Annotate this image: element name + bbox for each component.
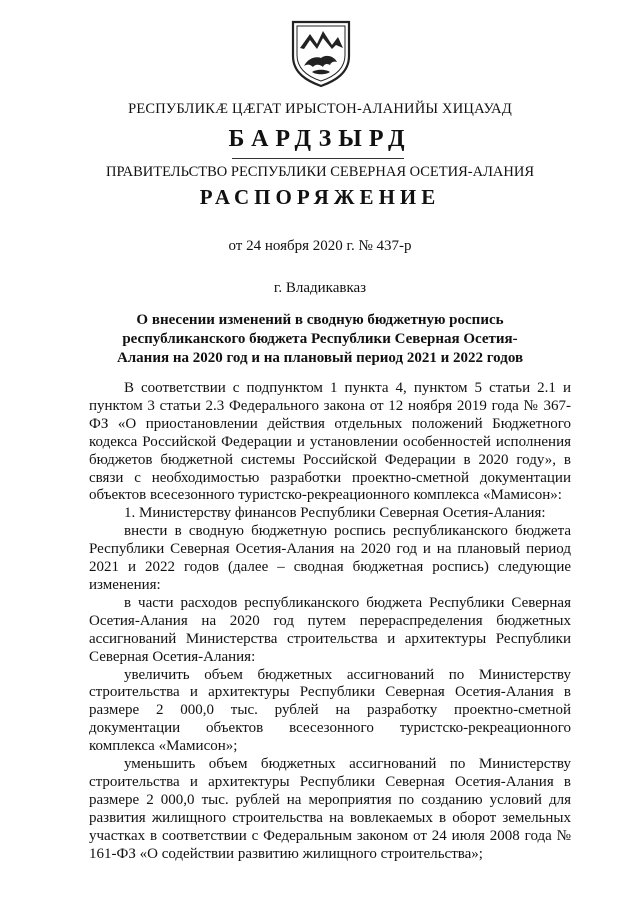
body-paragraph: в части расходов республиканского бюджета Республики Северная Осетия-Алания на 2020 год путем перераспределения бюджетных ассигнований Министерства строительства и архитектуры Республики Северная Осетия-Алания: bbox=[89, 594, 571, 665]
document-date-number: от 24 ноября 2020 г. № 437-р bbox=[228, 238, 412, 254]
body-paragraph: 1. Министерству финансов Республики Северная Осетия-Алания: bbox=[124, 505, 546, 522]
document-body bbox=[89, 380, 571, 863]
header-government-name: ПРАВИТЕЛЬСТВО РЕСПУБЛИКИ СЕВЕРНАЯ ОСЕТИЯ-АЛАНИЯ bbox=[105, 164, 535, 180]
body-paragraph: увеличить объем бюджетных ассигнований по Министерству строительства и архитектуры Республики Северная Осетия-Алания в размере 2 000,0 тыс. рублей на разработку проектно-сметной документации объектов всесезонного туристско-рекреационного комплекса «Мамисон»; bbox=[89, 666, 571, 755]
document-title: О внесении изменений в сводную бюджетную роспись республиканского бюджета Республики Северная Осетия-Алания на 2020 год и на плановый период 2021 и 2022 годов bbox=[116, 312, 524, 366]
coat-of-arms-icon bbox=[290, 18, 352, 88]
header-ossetian-government: РЕСПУБЛИКӔ ЦӔГАТ ИРЫСТОН-АЛАНИЙЫ ХИЦАУАД bbox=[128, 101, 512, 117]
body-paragraph: уменьшить объем бюджетных ассигнований по Министерству строительства и архитектуры Республики Северная Осетия-Алания в размере 2 000,0 тыс. рублей на мероприятия по созданию условий для развития жилищного строительства на вовлекаемых в оборот земельных участках в соответствии с Федеральным законом от 24 июля 2008 года № 161-ФЗ «О содействии развитию жилищного строительства»; bbox=[89, 756, 571, 862]
header-divider bbox=[232, 158, 404, 159]
header-bardzyrd: БАРДЗЫРД bbox=[228, 126, 412, 152]
document-city: г. Владикавказ bbox=[273, 280, 367, 296]
body-paragraph: внести в сводную бюджетную роспись республиканского бюджета Республики Северная Осетия-Алания на 2020 год и на плановый период 2021 и 2022 годов (далее – сводная бюджетная роспись) следующие изменения: bbox=[89, 523, 571, 593]
header-document-type: РАСПОРЯЖЕНИЕ bbox=[199, 185, 441, 209]
body-paragraph: В соответствии с подпунктом 1 пункта 4, пунктом 5 статьи 2.1 и пунктом 3 статьи 2.3 Федерального закона от 12 ноября 2019 года № 367-ФЗ «О приостановлении действия отдельных положений Бюджетного кодекса Российской Федерации и установлении особенностей исполнения бюджетов бюджетной системы Российской Федерации в 2020 году», в связи с необходимостью разработки проектно-сметной документации объектов всесезонного туристско-рекреационного комплекса «Мамисон»: bbox=[89, 380, 571, 504]
